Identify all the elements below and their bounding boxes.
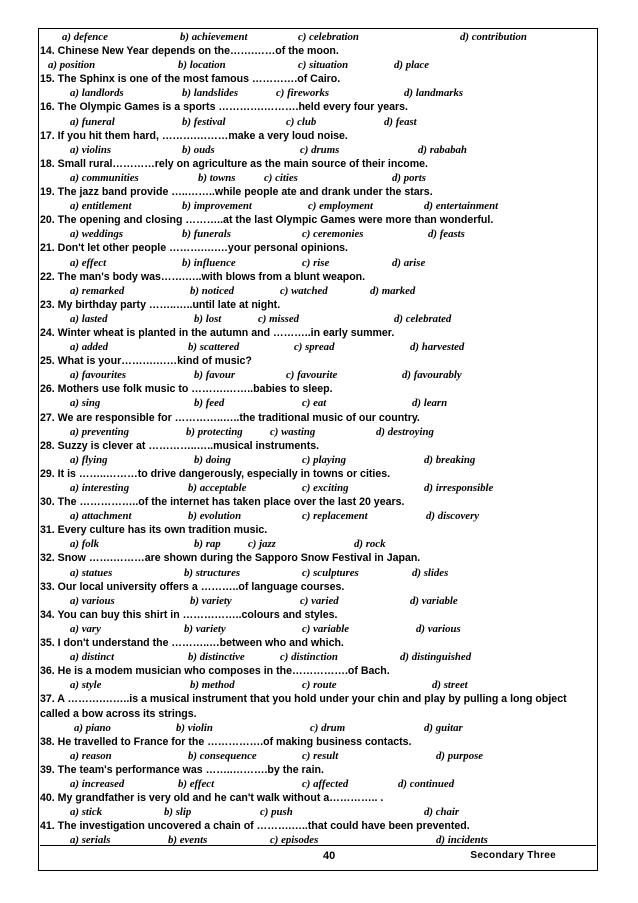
answer-option: d) contribution	[460, 31, 527, 43]
answer-option: b) improvement	[182, 200, 252, 213]
answer-option: b) landslides	[182, 87, 239, 100]
answer-option: b) rap	[194, 538, 221, 551]
question-text: 19. The jazz band provide …..……..while people ate and drank under the stars.	[40, 186, 433, 199]
answer-option: d) harvested	[410, 341, 465, 354]
answer-option: d) arise	[392, 256, 426, 269]
answer-option: d) purpose	[436, 749, 484, 762]
answer-option: c) favourite	[286, 369, 338, 382]
answer-options	[40, 256, 596, 270]
answer-option: d) rababah	[418, 143, 467, 156]
page-footer	[40, 845, 596, 867]
answer-options	[40, 58, 596, 72]
answer-option: a) defence	[62, 31, 108, 43]
answer-option: a) added	[70, 341, 109, 354]
answer-option: a) statues	[70, 566, 113, 579]
answer-option: c) drums	[300, 143, 340, 156]
question-text: 31. Every culture has its own tradition music.	[40, 524, 268, 537]
answer-option: b) effect	[178, 777, 215, 790]
answer-option: b) favour	[194, 369, 236, 382]
answer-option: d) slides	[412, 566, 449, 579]
answer-option: d) celebrated	[394, 312, 452, 325]
answer-option: c) jazz	[248, 538, 276, 551]
answer-option: b) noticed	[190, 284, 235, 297]
answer-option: d) breaking	[424, 453, 476, 466]
question-text: 34. You can buy this shirt in ……………..colours and styles.	[40, 608, 338, 621]
question-text: 16. The Olympic Games is a sports ………….……….held every four years.	[40, 101, 408, 114]
answer-options	[40, 425, 596, 439]
answer-option: b) lost	[194, 312, 222, 325]
answer-option: a) entitlement	[70, 200, 132, 213]
answer-option: d) guitar	[424, 721, 463, 734]
answer-option: a) funeral	[70, 115, 115, 128]
answer-option: b) violin	[176, 721, 213, 734]
answer-option: d) destroying	[376, 425, 434, 438]
answer-option: d) incidents	[436, 834, 488, 847]
question-text: 17. If you hit them hard, ……….………make a very loud noise.	[40, 129, 348, 142]
question-list	[40, 30, 596, 847]
answer-options	[40, 312, 596, 326]
question-text: 29. It is ……..………to drive dangerously, especially in towns or cities.	[40, 467, 391, 480]
answer-option: d) rock	[354, 538, 386, 551]
answer-options	[40, 199, 596, 213]
answer-option: d) feast	[384, 115, 417, 128]
answer-option: b) achievement	[180, 31, 248, 43]
question-text: 38. He travelled to France for the …………….of making business contacts.	[40, 735, 412, 748]
answer-option: b) consequence	[188, 749, 257, 762]
answer-options	[40, 86, 596, 100]
answer-option: b) location	[178, 59, 226, 72]
answer-option: b) variety	[184, 622, 226, 635]
answer-option: b) acceptable	[188, 482, 247, 494]
answer-option: c) distinction	[280, 651, 338, 664]
answer-option: a) weddings	[70, 228, 124, 241]
question-text: 41. The investigation uncovered a chain of ……….…..that could have been prevented.	[40, 820, 470, 833]
answer-option: a) favourites	[70, 369, 127, 382]
answer-option: c) missed	[258, 312, 300, 325]
question-text: 39. The team's performance was ……..……….by the rain.	[40, 763, 324, 776]
answer-option: d) variable	[410, 594, 458, 607]
answer-option: a) remarked	[70, 284, 125, 297]
answer-option: a) reason	[70, 749, 112, 762]
answer-option: a) attachment	[70, 510, 132, 523]
question-text: 33. Our local university offers a ………..of language courses.	[40, 580, 345, 593]
question-text: 15. The Sphinx is one of the most famous ………….of Cairo.	[40, 73, 341, 86]
answer-options	[40, 396, 596, 410]
answer-option: c) fireworks	[276, 87, 330, 100]
answer-option: c) eat	[302, 397, 327, 410]
answer-option: c) episodes	[270, 834, 319, 847]
answer-options	[40, 481, 596, 495]
answer-option: c) varied	[300, 594, 339, 607]
answer-options	[40, 115, 596, 129]
answer-options	[40, 622, 596, 636]
answer-options	[40, 777, 596, 791]
question-text: 32. Snow …….………are shown during the Sapporo Snow Festival in Japan.	[40, 552, 421, 565]
answer-options	[40, 805, 596, 819]
answer-option: d) ports	[392, 171, 426, 184]
answer-options	[40, 171, 596, 185]
question-text: 30. The ……………..of the internet has taken place over the last 20 years.	[40, 496, 405, 509]
answer-option: a) flying	[70, 453, 108, 466]
answer-option: c) replacement	[302, 510, 368, 523]
answer-option: d) landmarks	[404, 87, 464, 100]
answer-option: a) violins	[70, 143, 112, 156]
question-text: 35. I don't understand the ………..…between who and which.	[40, 637, 344, 650]
answer-option: b) festival	[182, 115, 226, 128]
question-text: 36. He is a modem musician who composes in the…………….of Bach.	[40, 665, 390, 678]
answer-options	[40, 453, 596, 467]
answer-options	[40, 227, 596, 241]
question-text: 25. What is your……….……kind of music?	[40, 355, 252, 368]
answer-option: b) funerals	[182, 228, 231, 241]
question-text: 22. The man's body was…….…..with blows from a blunt weapon.	[40, 270, 366, 283]
answer-option: c) variable	[302, 622, 350, 635]
question-text: 23. My birthday party ……..…..until late at night.	[40, 298, 281, 311]
answer-option: a) distinct	[70, 651, 115, 664]
answer-option: b) distinctive	[188, 651, 245, 664]
answer-options	[40, 537, 596, 551]
answer-options	[40, 30, 596, 44]
answer-option: d) irresponsible	[424, 482, 494, 494]
question-text: 20. The opening and closing ………..at the last Olympic Games were more than wonderful.	[40, 214, 494, 227]
answer-option: c) route	[302, 679, 337, 692]
answer-option: a) serials	[70, 834, 111, 847]
answer-option: c) cities	[264, 171, 298, 184]
answer-option: c) employment	[308, 200, 374, 213]
question-text: 37. A ……….……..is a musical instrument that you hold under your chin and play by pulling a long object called a bow across its strings.	[40, 693, 567, 720]
answer-option: b) protecting	[186, 425, 243, 438]
question-text: 26. Mothers use folk music to ……….……..babies to sleep.	[40, 383, 333, 396]
answer-option: c) rise	[302, 256, 330, 269]
answer-option: d) learn	[412, 397, 448, 410]
answer-option: a) increased	[70, 777, 125, 790]
question-text: 18. Small rural…………rely on agriculture as the main source of their income.	[40, 157, 428, 170]
answer-option: d) favourably	[402, 369, 462, 382]
page-number: 40	[323, 850, 336, 862]
answer-options	[40, 284, 596, 298]
question-text: 24. Winter wheat is planted in the autumn and ………..in early summer.	[40, 326, 395, 339]
answer-option: c) spread	[294, 341, 335, 354]
answer-option: a) sing	[70, 397, 101, 410]
answer-options	[40, 340, 596, 354]
answer-option: b) method	[190, 679, 235, 692]
answer-options	[40, 566, 596, 580]
answer-option: a) various	[70, 594, 115, 607]
answer-option: c) exciting	[302, 482, 349, 494]
question-text: 21. Don't let other people ……….….…your personal opinions.	[40, 242, 348, 255]
answer-option: a) position	[48, 59, 96, 72]
answer-option: b) evolution	[188, 510, 242, 523]
answer-option: a) folk	[70, 538, 100, 551]
answer-option: b) events	[168, 834, 208, 847]
question-text: 28. Suzzy is clever at …………..…..musical instruments.	[40, 439, 320, 452]
answer-option: a) effect	[70, 256, 107, 269]
section-label: Secondary Three	[470, 850, 556, 861]
answer-option: b) structures	[184, 566, 241, 579]
answer-option: b) slip	[164, 806, 192, 819]
answer-option: d) entertainment	[424, 200, 499, 213]
answer-option: b) scattered	[188, 341, 240, 354]
answer-options	[40, 594, 596, 608]
answer-option: d) distinguished	[400, 651, 472, 664]
answer-options	[40, 368, 596, 382]
answer-option: d) discovery	[426, 510, 480, 523]
answer-option: b) influence	[182, 256, 236, 269]
answer-option: c) club	[286, 115, 317, 128]
question-text: 27. We are responsible for …………..…..the traditional music of our country.	[40, 411, 420, 424]
answer-option: c) sculptures	[302, 566, 359, 579]
answer-option: b) variety	[190, 594, 232, 607]
answer-option: a) preventing	[70, 425, 130, 438]
answer-option: c) watched	[280, 284, 328, 297]
answer-option: b) feed	[194, 397, 225, 410]
answer-option: c) push	[260, 806, 293, 819]
answer-option: a) vary	[70, 622, 101, 635]
answer-options	[40, 678, 596, 692]
answer-option: d) feasts	[428, 228, 465, 241]
answer-option: d) chair	[424, 806, 460, 819]
answer-option: c) situation	[298, 59, 349, 72]
answer-option: b) ouds	[182, 143, 215, 156]
answer-option: c) result	[302, 749, 339, 762]
answer-option: c) ceremonies	[302, 228, 364, 241]
answer-option: c) drum	[310, 721, 346, 734]
answer-option: a) lasted	[70, 312, 108, 325]
answer-option: a) piano	[74, 721, 111, 734]
answer-option: a) interesting	[70, 482, 130, 494]
answer-option: c) celebration	[298, 31, 359, 43]
answer-option: d) marked	[370, 284, 416, 297]
answer-option: d) continued	[398, 777, 455, 790]
answer-option: d) street	[432, 679, 468, 692]
question-text: 14. Chinese New Year depends on the…….……of the moon.	[40, 45, 339, 58]
answer-option: d) place	[394, 59, 430, 72]
answer-option: a) stick	[70, 806, 103, 819]
answer-options	[40, 721, 596, 735]
answer-option: b) towns	[198, 171, 236, 184]
answer-option: a) style	[70, 679, 102, 692]
answer-option: c) affected	[302, 777, 349, 790]
answer-option: a) communities	[70, 171, 139, 184]
answer-options	[40, 143, 596, 157]
answer-option: b) doing	[194, 453, 231, 466]
question-text: 40. My grandfather is very old and he can't walk without a………….. .	[40, 792, 384, 805]
answer-options	[40, 509, 596, 523]
answer-option: a) landlords	[70, 87, 124, 100]
answer-option: c) wasting	[270, 425, 316, 438]
answer-options	[40, 749, 596, 763]
answer-option: d) various	[416, 622, 461, 635]
answer-option: c) playing	[302, 453, 347, 466]
answer-options	[40, 650, 596, 664]
